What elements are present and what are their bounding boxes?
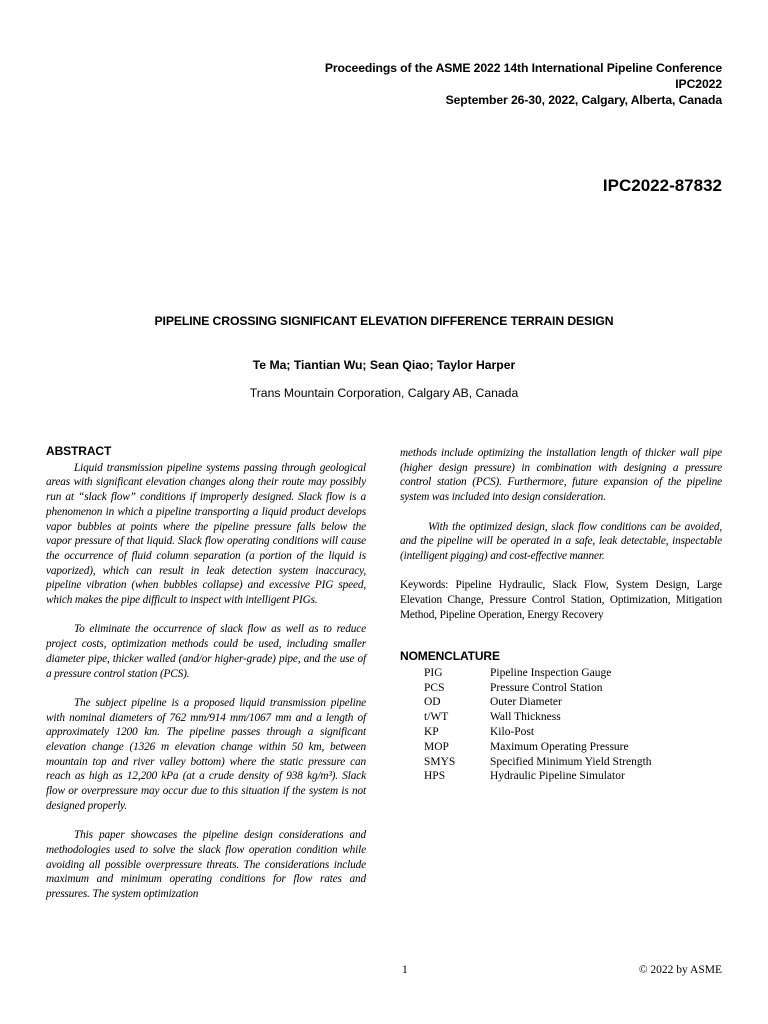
nomenclature-abbr: MOP [424,740,449,753]
paper-title: PIPELINE CROSSING SIGNIFICANT ELEVATION DIFFERENCE TERRAIN DESIGN [154,314,614,328]
nomenclature-definition: Specified Minimum Yield Strength [490,755,652,768]
conference-dates-location: September 26-30, 2022, Calgary, Alberta, Canada [445,93,722,107]
abstract-paragraph-1: Liquid transmission pipeline systems passing through geological areas with significant elevation changes along their route may possibly run at “slack flow” conditions if improperly designed. Slack flow is a phenomenon in which a pipeline transporting a liquid product develops vapor bubbles at points where the pipeline pressure falls below the vapor pressure of that liquid. Slack flow operating conditions will cause the occurrence of fluid column separation (a portion of the liquid is vaporized), which can result in leak detection system inaccuracy, pipeline vibration (when bubbles collapse) and excessive PIG speed, which makes the pipe difficult to inspect with intelligent PIGs. [46,461,366,607]
nomenclature-definition: Hydraulic Pipeline Simulator [490,770,625,783]
copyright-notice: © 2022 by ASME [638,964,722,976]
nomenclature-list [400,666,722,784]
abstract-paragraph-2: To eliminate the occurrence of slack flow as well as to reduce project costs, optimization methods could be used, including smaller diameter pipe, thicker walled (and/or higher-grade) pipe, and the use of a pressure control station (PCS). [46,623,366,680]
author-affiliation: Trans Mountain Corporation, Calgary AB, Canada [249,386,519,400]
nomenclature-definition: Kilo-Post [490,725,535,738]
conference-name: Proceedings of the ASME 2022 14th International Pipeline Conference [324,61,722,75]
nomenclature-row [400,769,722,784]
page-number: 1 [402,964,408,976]
nomenclature-abbr: KP [424,725,439,738]
nomenclature-definition: Pipeline Inspection Gauge [490,666,612,679]
nomenclature-abbr: PCS [424,681,445,694]
keywords: Keywords: Pipeline Hydraulic, Slack Flow, System Design, Large Elevation Change, Pressure Control Station, Optimization, Mitigation Method, Pipeline Operation, Energy Recovery [400,579,722,621]
nomenclature-abbr: t/WT [424,711,449,724]
nomenclature-abbr: OD [424,696,441,709]
abstract-paragraph-4-continued: methods include optimizing the installation length of thicker wall pipe (higher design pressure) in combination with designing a pressure control station (PCS). Furthermore, future expansion of the pipeline system was included into design consideration. [400,447,722,504]
abstract-paragraph-3: The subject pipeline is a proposed liquid transmission pipeline with nominal diameters of 762 mm/914 mm/1067 mm and a length of approximately 1200 km. The pipeline passes through a significant elevation change (1326 m elevation change within 50 km, between mountain top and river valley bottom) where the static pressure can reach as high as 12,200 kPa (at a crude density of 938 kg/m³). Slack flow or overpressure may occur due to this situation if the system is not designed properly. [46,696,366,812]
conference-code: IPC2022 [675,77,722,91]
nomenclature-row [400,740,722,755]
nomenclature-abbr: PIG [424,666,443,679]
abstract-paragraph-5: With the optimized design, slack flow conditions can be avoided, and the pipeline will be operated in a safe, leak detectable, inspectable (intelligent pigging) and cost-effective manner. [400,520,722,562]
nomenclature-definition: Maximum Operating Pressure [490,740,629,753]
nomenclature-definition: Wall Thickness [490,711,561,724]
nomenclature-heading: NOMENCLATURE [400,649,500,664]
proceedings-header [325,60,722,108]
abstract-paragraph-4: This paper showcases the pipeline design considerations and methodologies used to solve the slack flow operation condition while avoiding all possible overpressure threats. The considerations include maximum and minimum operating conditions for flow rates and pressures. The system optimization [46,829,366,901]
nomenclature-definition: Outer Diameter [490,696,562,709]
nomenclature-definition: Pressure Control Station [490,681,603,694]
paper-id: IPC2022-87832 [602,176,722,195]
nomenclature-row [400,725,722,740]
nomenclature-row [400,710,722,725]
abstract-heading: ABSTRACT [46,444,112,458]
nomenclature-abbr: SMYS [424,755,456,768]
nomenclature-row [400,755,722,770]
nomenclature-row [400,666,722,681]
right-column [400,446,722,784]
nomenclature-row [400,681,722,696]
author-list: Te Ma; Tiantian Wu; Sean Qiao; Taylor Harper [252,358,516,372]
left-column [46,444,366,902]
nomenclature-abbr: HPS [424,770,446,783]
nomenclature-row [400,695,722,710]
